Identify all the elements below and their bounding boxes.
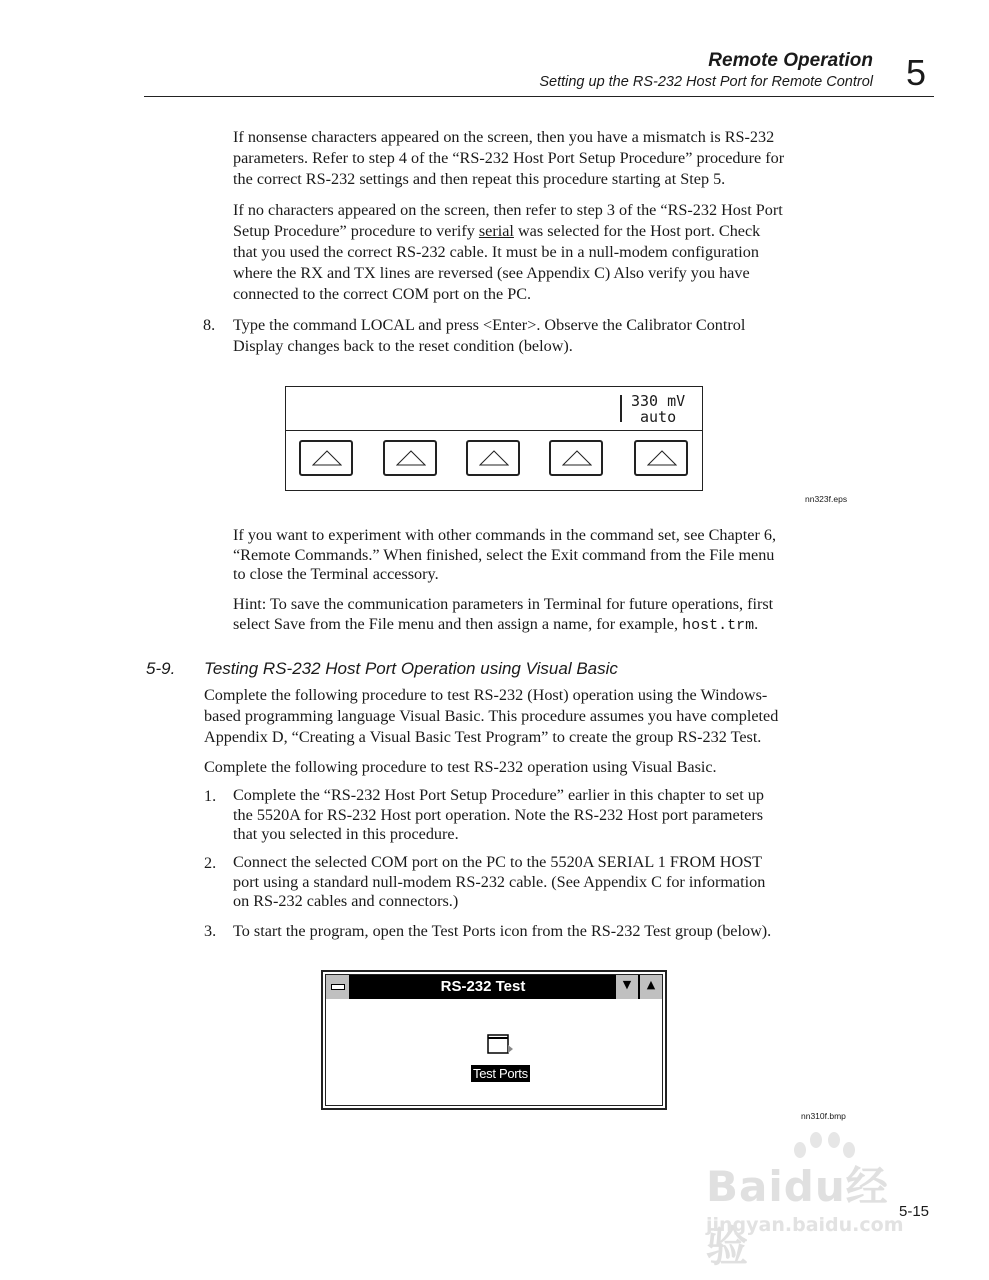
softkey-2[interactable] bbox=[383, 440, 437, 476]
calibrator-control-display bbox=[285, 386, 703, 491]
text-line: If nonsense characters appeared on the screen, then you have a mismatch is RS-232 bbox=[233, 128, 775, 146]
softkey-4[interactable] bbox=[549, 440, 603, 476]
triangle-up-icon bbox=[312, 449, 342, 467]
text-line: on RS-232 cables and connectors.) bbox=[233, 892, 459, 910]
triangle-up-icon: ▲ bbox=[646, 978, 656, 991]
display-readout bbox=[631, 393, 685, 425]
step-number: 8. bbox=[203, 316, 216, 334]
step-number: 1. bbox=[204, 787, 217, 805]
triangle-down-icon: ▼ bbox=[622, 978, 632, 991]
softkey-1[interactable] bbox=[299, 440, 353, 476]
window-frame bbox=[325, 974, 663, 1106]
underlined-term-serial: serial bbox=[478, 222, 514, 240]
display-mode: auto bbox=[640, 408, 677, 426]
step-number: 3. bbox=[204, 922, 217, 940]
text-line: parameters. Refer to step 4 of the “RS-232 Host Port Setup Procedure” procedure for bbox=[233, 149, 785, 167]
text-line: Hint: To save the communication parameters in Terminal for future operations, first bbox=[233, 595, 774, 613]
display-range: 330 mV bbox=[631, 392, 686, 410]
text-line: connected to the correct COM port on the PC. bbox=[233, 285, 532, 303]
running-header-subtitle: Setting up the RS-232 Host Port for Remote Control bbox=[539, 74, 873, 90]
softkey-5[interactable] bbox=[634, 440, 688, 476]
test-ports-program-icon[interactable] bbox=[486, 1031, 516, 1064]
step-3-text bbox=[233, 921, 771, 942]
paragraph-nonsense-characters bbox=[233, 127, 784, 190]
maximize-button[interactable] bbox=[639, 975, 662, 999]
text-line: Complete the “RS-232 Host Port Setup Procedure” earlier in this chapter to set up bbox=[233, 786, 764, 804]
text-line: Complete the following procedure to test RS-232 (Host) operation using the Windows- bbox=[204, 686, 768, 704]
baidu-watermark bbox=[700, 1130, 930, 1271]
chapter-number: 5 bbox=[906, 52, 927, 93]
header-rule bbox=[144, 96, 934, 97]
text-line: Display changes back to the reset condition (below). bbox=[233, 337, 573, 355]
text-fragment: Setup Procedure” procedure to verify bbox=[233, 222, 479, 240]
softkey-3[interactable] bbox=[466, 440, 520, 476]
text-line: the correct RS-232 settings and then repeat this procedure starting at Step 5. bbox=[233, 170, 726, 188]
figure-label: nn323f.eps bbox=[805, 494, 848, 504]
triangle-up-icon bbox=[396, 449, 426, 467]
paragraph-procedure-intro bbox=[204, 757, 717, 778]
rs232-test-group-window bbox=[321, 970, 667, 1110]
watermark-url: jingyan.baidu.com bbox=[706, 1214, 904, 1236]
text-line: “Remote Commands.” When finished, select the Exit command from the File menu bbox=[233, 545, 775, 564]
step-2-text bbox=[233, 853, 765, 912]
text-line: Type the command LOCAL and press <Enter>. Observe the Calibrator Control bbox=[233, 316, 746, 334]
text-line: where the RX and TX lines are reversed (see Appendix C) Also verify you have bbox=[233, 264, 750, 282]
text-line: that you selected in this procedure. bbox=[233, 825, 459, 843]
text-line: Connect the selected COM port on the PC to the 5520A SERIAL 1 FROM HOST bbox=[233, 853, 763, 871]
step-1-text bbox=[233, 786, 764, 845]
step-number: 2. bbox=[204, 854, 217, 872]
page-number: 5-15 bbox=[899, 1203, 930, 1220]
text-line: If no characters appeared on the screen, then refer to step 3 of the “RS-232 Host Port bbox=[233, 201, 783, 219]
text-fragment: . bbox=[754, 615, 759, 633]
watermark-brand: Baidu经验 bbox=[706, 1162, 889, 1271]
window-title: RS-232 Test bbox=[440, 978, 526, 995]
section-number: 5-9. bbox=[146, 659, 176, 678]
system-menu-icon bbox=[331, 984, 345, 990]
test-ports-label[interactable]: Test Ports bbox=[473, 1066, 528, 1081]
section-title: Testing RS-232 Host Port Operation using Visual Basic bbox=[204, 659, 618, 678]
section-heading bbox=[146, 659, 618, 679]
display-divider bbox=[286, 430, 702, 431]
text-fragment: select Save from the File menu and then assign a name, for example, bbox=[233, 615, 683, 633]
text-line: based programming language Visual Basic. This procedure assumes you have completed bbox=[204, 707, 779, 725]
minimize-button[interactable] bbox=[615, 975, 638, 999]
step-8-text bbox=[233, 315, 745, 357]
window-titlebar[interactable] bbox=[326, 975, 662, 999]
text-fragment: was selected for the Host port. Check bbox=[513, 222, 761, 240]
running-header-title: Remote Operation bbox=[708, 50, 873, 71]
triangle-up-icon bbox=[647, 449, 677, 467]
text-line: To start the program, open the Test Ports icon from the RS-232 Test group (below). bbox=[233, 922, 772, 940]
paragraph-no-characters bbox=[233, 200, 783, 305]
paragraph-hint bbox=[233, 594, 773, 636]
filename-code: host.trm bbox=[682, 617, 755, 634]
text-line: Appendix D, “Creating a Visual Basic Test Program” to create the group RS-232 Test. bbox=[204, 728, 762, 746]
text-line: that you used the correct RS-232 cable. It must be in a null-modem configuration bbox=[233, 243, 759, 261]
text-line: the 5520A for RS-232 Host port operation. Note the RS-232 Host port parameters bbox=[233, 805, 764, 824]
text-line bbox=[233, 614, 773, 636]
triangle-up-icon bbox=[479, 449, 509, 467]
text-line: Complete the following procedure to test RS-232 operation using Visual Basic. bbox=[204, 758, 717, 776]
text-line: If you want to experiment with other commands in the command set, see Chapter 6, bbox=[233, 526, 777, 544]
paragraph-experiment bbox=[233, 526, 776, 585]
paragraph-visual-basic-intro bbox=[204, 685, 778, 748]
display-cursor-bar bbox=[620, 395, 622, 422]
text-line bbox=[233, 221, 783, 242]
triangle-up-icon bbox=[562, 449, 592, 467]
text-line: to close the Terminal accessory. bbox=[233, 565, 439, 583]
system-menu-button[interactable] bbox=[326, 975, 350, 999]
program-window-icon bbox=[486, 1031, 516, 1059]
text-line: port using a standard null-modem RS-232 cable. (See Appendix C for information bbox=[233, 872, 766, 891]
figure-label: nn310f.bmp bbox=[801, 1111, 846, 1121]
